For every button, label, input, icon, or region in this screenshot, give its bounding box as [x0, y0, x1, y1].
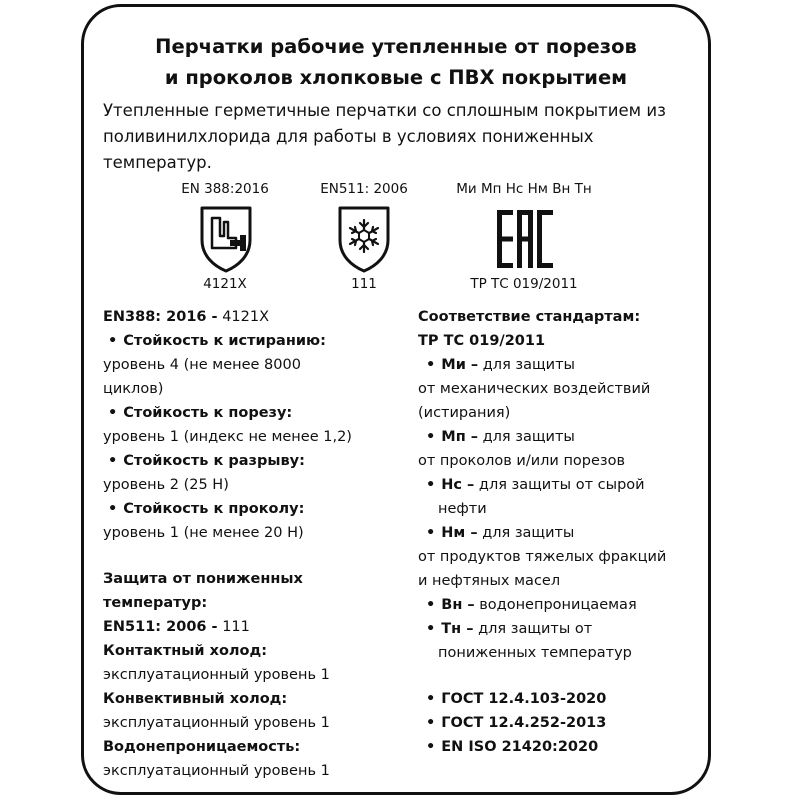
cold-heading-1: Защита от пониженных	[103, 571, 303, 587]
spacer	[418, 665, 666, 687]
gost-103: • ГОСТ 12.4.103-2020	[418, 687, 666, 711]
title-line-2: и проколов хлопковые с ПВХ покрытием	[164, 66, 628, 89]
abrasion-text-2: циклов)	[103, 381, 164, 397]
en511-label: EN511: 2006	[320, 181, 408, 197]
spacer	[103, 545, 352, 567]
eac-value: ТР ТС 019/2011	[470, 276, 578, 292]
abrasion-label: • Стойкость к истиранию:	[103, 329, 352, 353]
compliance-heading-2: ТР ТС 019/2011	[418, 333, 546, 349]
tn-item: • Тн – для защиты от	[418, 617, 666, 641]
nc-text-2: нефти	[438, 501, 487, 517]
nm-text-3: и нефтяных масел	[418, 573, 561, 589]
mp-item: • Мп – для защиты	[418, 425, 666, 449]
convective-cold-label: Конвективный холод:	[103, 691, 288, 707]
cut-text: уровень 1 (индекс не менее 1,2)	[103, 429, 352, 445]
en388-summary: EN388: 2016 - 4121X	[103, 309, 270, 325]
snowflake-shield-icon	[334, 204, 394, 274]
puncture-label: • Стойкость к проколу:	[103, 497, 352, 521]
nc-item: • Нс – для защиты от сырой	[418, 473, 666, 497]
right-column	[418, 305, 666, 759]
tear-label: • Стойкость к разрыву:	[103, 449, 352, 473]
hammer-shield-icon	[196, 204, 256, 274]
tear-text: уровень 2 (25 Н)	[103, 477, 229, 493]
waterproof-text: эксплуатационный уровень 1	[103, 763, 330, 779]
intro-line-3: температур.	[103, 153, 212, 172]
mi-text-3: (истирания)	[418, 405, 511, 421]
contact-cold-text: эксплуатационный уровень 1	[103, 667, 330, 683]
convective-cold-text: эксплуатационный уровень 1	[103, 715, 330, 731]
gost-252: • ГОСТ 12.4.252-2013	[418, 711, 666, 735]
nm-text-2: от продуктов тяжелых фракций	[418, 549, 667, 565]
intro-line-2: поливинилхлорида для работы в условиях пониженных	[103, 127, 594, 146]
left-column	[103, 305, 352, 783]
nm-item: • Нм – для защиты	[418, 521, 666, 545]
en511-summary: EN511: 2006 - 111	[103, 619, 250, 635]
en388-value: 4121X	[203, 276, 247, 292]
compliance-heading-1: Соответствие стандартам:	[418, 309, 641, 325]
cold-heading-2: температур:	[103, 595, 208, 611]
product-description	[103, 98, 703, 176]
abrasion-text-1: уровень 4 (не менее 8000	[103, 357, 301, 373]
mp-text-2: от проколов и/или порезов	[418, 453, 626, 469]
cut-label: • Стойкость к порезу:	[103, 401, 352, 425]
en388-label: EN 388:2016	[181, 181, 269, 197]
eac-codes-label: Ми Мп Нс Нм Вн Тн	[456, 181, 592, 197]
en511-value: 111	[351, 276, 377, 292]
waterproof-label: Водонепроницаемость:	[103, 739, 301, 755]
contact-cold-label: Контактный холод:	[103, 643, 268, 659]
en-iso-21420: • EN ISO 21420:2020	[418, 735, 666, 759]
tn-text-2: пониженных температур	[438, 645, 632, 661]
vn-item: • Вн – водонепроницаемая	[418, 593, 666, 617]
title-line-1: Перчатки рабочие утепленные от порезов	[155, 35, 637, 58]
mi-item: • Ми – для защиты	[418, 353, 666, 377]
intro-line-1: Утепленные герметичные перчатки со сплошным покрытием из	[103, 101, 666, 120]
page-title	[81, 31, 711, 93]
puncture-text: уровень 1 (не менее 20 Н)	[103, 525, 304, 541]
mi-text-2: от механических воздействий	[418, 381, 651, 397]
eac-mark-icon	[497, 210, 553, 268]
